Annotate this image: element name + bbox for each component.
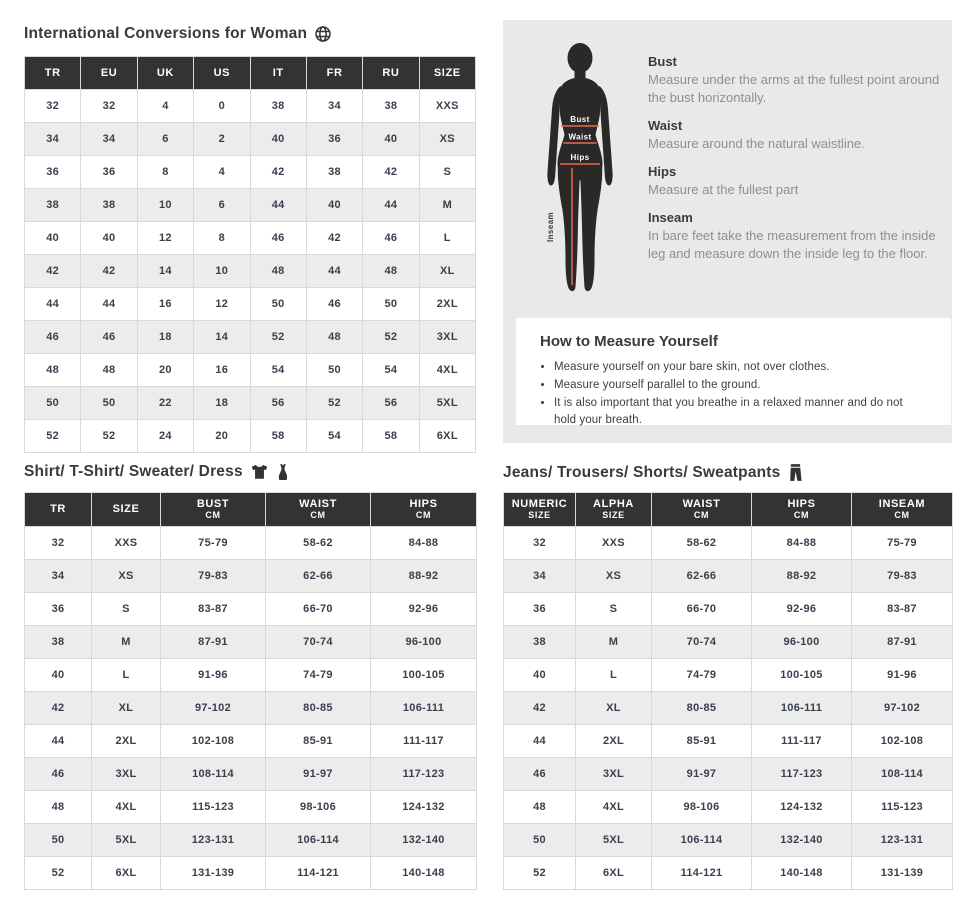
column-header: RU (363, 57, 419, 90)
table-row (25, 156, 476, 189)
table-cell: 96-100 (371, 626, 477, 659)
table-cell: 123-131 (852, 824, 953, 857)
table-cell: M (419, 189, 475, 222)
table-cell: 34 (504, 560, 576, 593)
table-row (25, 791, 477, 824)
table-cell: 42 (306, 222, 362, 255)
table-cell: 58 (363, 420, 419, 453)
table-cell: 75-79 (161, 527, 266, 560)
table-cell: 52 (306, 387, 362, 420)
table-cell: 5XL (92, 824, 161, 857)
table-cell: 97-102 (852, 692, 953, 725)
table-cell: 88-92 (371, 560, 477, 593)
measure-definitions (648, 54, 940, 263)
table-cell: 44 (306, 255, 362, 288)
table-cell: 50 (306, 354, 362, 387)
table-cell: 114-121 (266, 857, 371, 890)
table-cell: 140-148 (371, 857, 477, 890)
table-cell: 111-117 (752, 725, 852, 758)
table-cell: 115-123 (852, 791, 953, 824)
table-cell: 20 (137, 354, 193, 387)
table-row (25, 659, 477, 692)
table-cell: 100-105 (371, 659, 477, 692)
table-row (504, 824, 953, 857)
measure-item (648, 54, 940, 107)
table-cell: 54 (306, 420, 362, 453)
table-cell: S (419, 156, 475, 189)
table-cell: 123-131 (161, 824, 266, 857)
table-cell: 4XL (92, 791, 161, 824)
column-header: NUMERIC SIZE (504, 493, 576, 527)
table-cell: 40 (363, 123, 419, 156)
table-cell: L (92, 659, 161, 692)
table-cell: 42 (363, 156, 419, 189)
column-header: IT (250, 57, 306, 90)
table-cell: 87-91 (852, 626, 953, 659)
section-title-jeans-text: Jeans/ Trousers/ Shorts/ Sweatpants (503, 463, 781, 481)
table-cell: 52 (363, 321, 419, 354)
table-cell: 44 (250, 189, 306, 222)
table-row (25, 725, 477, 758)
table-cell: 40 (306, 189, 362, 222)
section-title-international (24, 25, 332, 43)
table-cell: 48 (504, 791, 576, 824)
table-cell: 50 (25, 824, 92, 857)
how-to-title: How to Measure Yourself (540, 333, 718, 350)
table-cell: 46 (363, 222, 419, 255)
table-cell: 8 (194, 222, 250, 255)
table-cell: 10 (137, 189, 193, 222)
column-header: HIPS CM (371, 493, 477, 527)
table-cell: 80-85 (652, 692, 752, 725)
table-cell: 132-140 (752, 824, 852, 857)
table-cell: 52 (81, 420, 137, 453)
table-cell: 6XL (576, 857, 652, 890)
section-title-shirt (24, 463, 290, 481)
table-cell: 36 (306, 123, 362, 156)
measure-item-title: Hips (648, 163, 677, 179)
table-row (25, 758, 477, 791)
column-header: SIZE (92, 493, 161, 527)
table-row (25, 824, 477, 857)
table-cell: 56 (363, 387, 419, 420)
table-cell: 124-132 (752, 791, 852, 824)
table-cell: 10 (194, 255, 250, 288)
table-row (504, 758, 953, 791)
table-cell: 96-100 (752, 626, 852, 659)
table-row (25, 626, 477, 659)
table-cell: 74-79 (266, 659, 371, 692)
table-row (504, 527, 953, 560)
table-cell: 88-92 (752, 560, 852, 593)
header-row (25, 493, 477, 527)
measure-item-title: Bust (648, 54, 677, 69)
table-cell: 34 (306, 90, 362, 123)
table-cell: 46 (81, 321, 137, 354)
table-cell: 44 (363, 189, 419, 222)
table-cell: 14 (194, 321, 250, 354)
jeans-size-table (503, 492, 953, 890)
table-cell: 62-66 (266, 560, 371, 593)
table-row (504, 593, 953, 626)
column-header: FR (306, 57, 362, 90)
table-cell: 4 (137, 90, 193, 123)
table-cell: 4XL (576, 791, 652, 824)
table-cell: M (92, 626, 161, 659)
globe-icon (314, 25, 332, 43)
table-row (504, 626, 953, 659)
table-cell: 84-88 (752, 527, 852, 560)
figure-waist-label: Waist (568, 132, 592, 142)
table-cell: 20 (194, 420, 250, 453)
table-cell: 16 (194, 354, 250, 387)
table-cell: 2XL (576, 725, 652, 758)
table-cell: 50 (250, 288, 306, 321)
table-cell: S (576, 593, 652, 626)
table-cell: 46 (25, 758, 92, 791)
table-cell: 38 (504, 626, 576, 659)
table-cell: 54 (250, 354, 306, 387)
table-row (25, 90, 476, 123)
how-to-measure-box (516, 318, 951, 425)
column-header: INSEAM CM (852, 493, 953, 527)
table-cell: 83-87 (852, 593, 953, 626)
column-header: WAIST CM (652, 493, 752, 527)
table-cell: 98-106 (652, 791, 752, 824)
table-cell: 34 (25, 560, 92, 593)
table-cell: 44 (25, 725, 92, 758)
table-cell: 38 (363, 90, 419, 123)
table-cell: 42 (504, 692, 576, 725)
how-to-bullet: • Measure yourself parallel to the ground. (554, 377, 927, 395)
table-row (25, 857, 477, 890)
table-cell: 32 (81, 90, 137, 123)
table-cell: 44 (25, 288, 81, 321)
table-cell: 18 (137, 321, 193, 354)
table-cell: 5XL (576, 824, 652, 857)
shirt-size-table (24, 492, 477, 890)
table-cell: 132-140 (371, 824, 477, 857)
table-cell: 46 (504, 758, 576, 791)
table-cell: 42 (250, 156, 306, 189)
table-row (25, 321, 476, 354)
table-cell: XXS (576, 527, 652, 560)
measure-item (648, 164, 940, 199)
table-cell: 40 (250, 123, 306, 156)
table-cell: 6 (137, 123, 193, 156)
table-cell: 66-70 (266, 593, 371, 626)
table-cell: 74-79 (652, 659, 752, 692)
table-row (504, 692, 953, 725)
table-cell: 124-132 (371, 791, 477, 824)
table-cell: 36 (81, 156, 137, 189)
woman-silhouette-figure (530, 42, 640, 292)
table-cell: 50 (504, 824, 576, 857)
table-cell: 36 (504, 593, 576, 626)
table-cell: 3XL (419, 321, 475, 354)
column-header: UK (137, 57, 193, 90)
column-header: TR (25, 57, 81, 90)
table-cell: 92-96 (752, 593, 852, 626)
table-cell: 38 (250, 90, 306, 123)
table-cell: 6XL (419, 420, 475, 453)
table-cell: 46 (250, 222, 306, 255)
table-cell: 98-106 (266, 791, 371, 824)
table-cell: 38 (25, 189, 81, 222)
measure-item-title: Waist (648, 117, 683, 133)
table-row (25, 527, 477, 560)
table-cell: 66-70 (652, 593, 752, 626)
table-cell: 115-123 (161, 791, 266, 824)
table-row (504, 791, 953, 824)
table-cell: 34 (25, 123, 81, 156)
table-row (25, 222, 476, 255)
table-cell: 6 (194, 189, 250, 222)
table-cell: L (576, 659, 652, 692)
table-cell: 46 (25, 321, 81, 354)
section-title-jeans (503, 463, 803, 482)
table-cell: 52 (25, 857, 92, 890)
table-cell: 4XL (419, 354, 475, 387)
table-cell: 48 (250, 255, 306, 288)
table-row (504, 659, 953, 692)
table-cell: 2XL (419, 288, 475, 321)
table-row (25, 189, 476, 222)
table-cell: 40 (25, 222, 81, 255)
table-cell: 85-91 (652, 725, 752, 758)
table-cell: 32 (504, 527, 576, 560)
table-row (25, 123, 476, 156)
table-cell: 52 (250, 321, 306, 354)
table-cell: 106-111 (752, 692, 852, 725)
table-cell: 5XL (419, 387, 475, 420)
table-cell: 0 (194, 90, 250, 123)
tshirt-icon (250, 464, 269, 480)
table-cell: 87-91 (161, 626, 266, 659)
table-cell: XL (92, 692, 161, 725)
table-cell: 91-96 (161, 659, 266, 692)
table-cell: 85-91 (266, 725, 371, 758)
table-cell: 50 (81, 387, 137, 420)
column-header: WAIST CM (266, 493, 371, 527)
table-cell: 58-62 (652, 527, 752, 560)
table-row (25, 387, 476, 420)
table-cell: XL (419, 255, 475, 288)
table-cell: 16 (137, 288, 193, 321)
table-cell: 50 (25, 387, 81, 420)
table-cell: 44 (81, 288, 137, 321)
column-header: EU (81, 57, 137, 90)
table-cell: 6XL (92, 857, 161, 890)
table-cell: 40 (25, 659, 92, 692)
figure-bust-label: Bust (570, 115, 590, 124)
table-cell: 58 (250, 420, 306, 453)
table-cell: 32 (25, 90, 81, 123)
table-cell: 50 (363, 288, 419, 321)
table-cell: 117-123 (371, 758, 477, 791)
silhouette-shape (547, 43, 612, 291)
table-cell: 100-105 (752, 659, 852, 692)
table-row (504, 560, 953, 593)
table-cell: 91-97 (652, 758, 752, 791)
column-header: ALPHA SIZE (576, 493, 652, 527)
table-cell: XS (576, 560, 652, 593)
measure-item-text: Measure at the fullest part (648, 181, 799, 197)
table-cell: 2 (194, 123, 250, 156)
table-cell: 117-123 (752, 758, 852, 791)
table-cell: 12 (194, 288, 250, 321)
pants-icon (788, 463, 803, 482)
international-conversions-table (24, 56, 476, 453)
table-cell: 102-108 (852, 725, 953, 758)
table-cell: 40 (81, 222, 137, 255)
table-cell: 84-88 (371, 527, 477, 560)
table-cell: 106-114 (266, 824, 371, 857)
section-title-shirt-text: Shirt/ T-Shirt/ Sweater/ Dress (24, 463, 243, 480)
table-cell: 2XL (92, 725, 161, 758)
table-row (504, 857, 953, 890)
table-cell: 38 (306, 156, 362, 189)
table-cell: 8 (137, 156, 193, 189)
table-cell: 102-108 (161, 725, 266, 758)
table-cell: 106-114 (652, 824, 752, 857)
table-cell: 38 (81, 189, 137, 222)
table-cell: 80-85 (266, 692, 371, 725)
column-header: HIPS CM (752, 493, 852, 527)
table-cell: 58-62 (266, 527, 371, 560)
table-cell: 92-96 (371, 593, 477, 626)
dress-icon (276, 463, 290, 481)
table-cell: XS (419, 123, 475, 156)
table-cell: 42 (25, 692, 92, 725)
table-cell: 38 (25, 626, 92, 659)
table-cell: 48 (25, 791, 92, 824)
table-cell: 22 (137, 387, 193, 420)
table-cell: 4 (194, 156, 250, 189)
table-cell: 91-96 (852, 659, 953, 692)
header-row (25, 57, 476, 90)
table-cell: 83-87 (161, 593, 266, 626)
table-row (25, 692, 477, 725)
how-to-bullet: • It is also important that you breathe in a relaxed manner and do not hold your breath. (554, 395, 927, 431)
measure-item-text: In bare feet take the measurement from the inside leg and measure down the inside leg to the floor. (648, 227, 936, 261)
column-header: SIZE (419, 57, 475, 90)
table-cell: 46 (306, 288, 362, 321)
table-cell: 52 (25, 420, 81, 453)
table-cell: 24 (137, 420, 193, 453)
table-cell: 56 (250, 387, 306, 420)
measure-item-title: Inseam (648, 209, 693, 225)
table-cell: XXS (419, 90, 475, 123)
table-cell: 75-79 (852, 527, 953, 560)
table-cell: XS (92, 560, 161, 593)
measure-item-text: Measure around the natural waistline. (648, 135, 865, 151)
table-cell: 44 (504, 725, 576, 758)
table-cell: 40 (504, 659, 576, 692)
table-cell: 48 (81, 354, 137, 387)
table-cell: 79-83 (852, 560, 953, 593)
how-to-bullet: • Measure yourself on your bare skin, not over clothes. (554, 359, 927, 377)
table-cell: 131-139 (852, 857, 953, 890)
table-cell: 70-74 (266, 626, 371, 659)
table-cell: 3XL (92, 758, 161, 791)
table-cell: 91-97 (266, 758, 371, 791)
how-to-bullet-list (540, 359, 927, 430)
table-cell: 108-114 (852, 758, 953, 791)
table-row (25, 560, 477, 593)
table-row (25, 354, 476, 387)
table-cell: 34 (81, 123, 137, 156)
figure-inseam-label: Inseam (546, 212, 555, 242)
table-cell: 3XL (576, 758, 652, 791)
table-cell: S (92, 593, 161, 626)
table-cell: 108-114 (161, 758, 266, 791)
table-cell: XL (576, 692, 652, 725)
measure-item (648, 118, 940, 153)
table-cell: XXS (92, 527, 161, 560)
table-cell: 48 (306, 321, 362, 354)
table-cell: 48 (25, 354, 81, 387)
table-cell: 54 (363, 354, 419, 387)
table-cell: 18 (194, 387, 250, 420)
table-row (504, 725, 953, 758)
figure-hips-label: Hips (570, 153, 590, 162)
measurement-guide-panel (503, 20, 952, 443)
table-cell: 32 (25, 527, 92, 560)
table-cell: 97-102 (161, 692, 266, 725)
table-cell: 52 (504, 857, 576, 890)
table-cell: 62-66 (652, 560, 752, 593)
table-cell: 70-74 (652, 626, 752, 659)
table-cell: 140-148 (752, 857, 852, 890)
table-cell: 42 (81, 255, 137, 288)
measure-item (648, 210, 940, 263)
table-row (25, 255, 476, 288)
table-cell: M (576, 626, 652, 659)
column-header: US (194, 57, 250, 90)
table-cell: L (419, 222, 475, 255)
table-cell: 36 (25, 593, 92, 626)
table-cell: 14 (137, 255, 193, 288)
column-header: TR (25, 493, 92, 527)
table-cell: 131-139 (161, 857, 266, 890)
table-cell: 114-121 (652, 857, 752, 890)
table-cell: 79-83 (161, 560, 266, 593)
table-row (25, 420, 476, 453)
table-cell: 36 (25, 156, 81, 189)
column-header: BUST CM (161, 493, 266, 527)
table-cell: 42 (25, 255, 81, 288)
table-cell: 48 (363, 255, 419, 288)
measure-item-text: Measure under the arms at the fullest point around the bust horizontally. (648, 72, 940, 105)
header-row (504, 493, 953, 527)
section-title-international-text: International Conversions for Woman (24, 25, 308, 42)
table-cell: 111-117 (371, 725, 477, 758)
table-cell: 106-111 (371, 692, 477, 725)
table-row (25, 593, 477, 626)
table-cell: 12 (137, 222, 193, 255)
table-row (25, 288, 476, 321)
